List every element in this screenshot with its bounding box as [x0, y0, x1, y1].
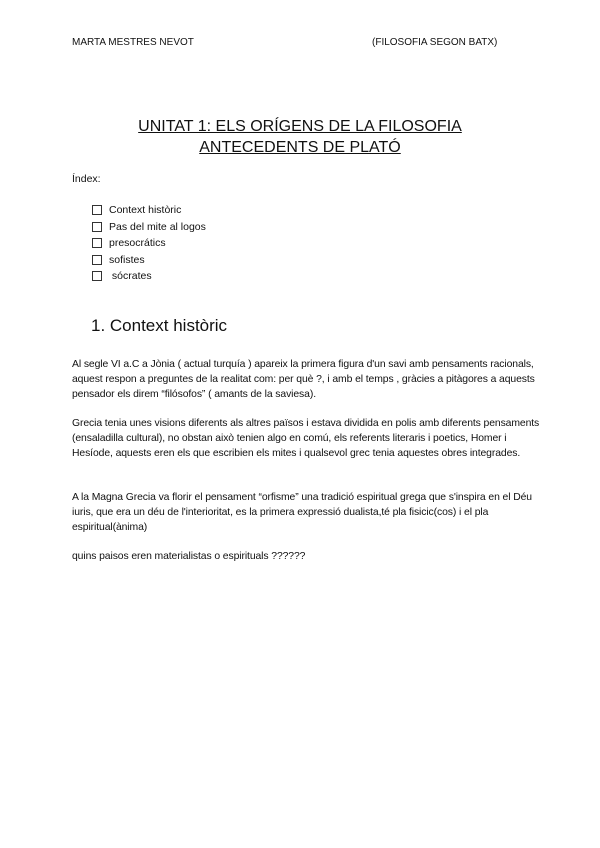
- paragraph: quins paisos eren materialistas o espirituals ??????: [72, 551, 306, 562]
- section-heading: 1. Context històric: [91, 316, 228, 335]
- checkbox-icon[interactable]: [92, 271, 102, 281]
- index-item-label: sócrates: [109, 270, 152, 283]
- paragraph: Al segle VI a.C a Jònia ( actual turquía ) apareix la primera figura d'un savi amb pensaments racionals, aquest respon a preguntes de la realitat com: per què ?, i amb el temps , gràcies a pitàgores a aquests pensador els direm “filósofos” ( amants de la saviesa).: [72, 359, 535, 400]
- index-list: [92, 202, 206, 285]
- index-label: Índex:: [72, 173, 101, 185]
- checkbox-icon[interactable]: [92, 222, 102, 232]
- index-item-label: presocrátics: [109, 237, 166, 250]
- index-item-label: Pas del mite al logos: [109, 220, 206, 233]
- checkbox-icon[interactable]: [92, 255, 102, 265]
- checkbox-icon[interactable]: [92, 205, 102, 215]
- index-item-label: sofistes: [109, 253, 145, 266]
- title-line-1: UNITAT 1: ELS ORÍGENS DE LA FILOSOFIA: [138, 118, 462, 135]
- index-item-label: Context històric: [109, 204, 182, 217]
- header-course: (FILOSOFIA SEGON BATX): [372, 37, 498, 48]
- index-item: [92, 219, 206, 236]
- index-item: [92, 202, 206, 219]
- index-item: [92, 252, 206, 269]
- paragraph: A la Magna Grecia va florir el pensament “orfisme” una tradició espiritual grega que s'inspira en el Déu iuris, que era un déu de l'interioritat, es la primera expressió dualista,té pla fisicic(cos) i el pla espiritual(ànima): [72, 492, 532, 533]
- header-author: MARTA MESTRES NEVOT: [72, 37, 194, 48]
- paragraph: Grecia tenia unes visions diferents als altres països i estava dividida en polis amb diferents pensaments (ensaladilla cultural), no obstan això tenien algo en comú, els referents literaris i poetics, Homer i Hesíode, aquests eren els que escribien els mites i qualsevol grec tenia aquestes obres integrades.: [72, 418, 540, 459]
- checkbox-icon[interactable]: [92, 238, 102, 248]
- title-line-2: ANTECEDENTS DE PLATÓ: [199, 139, 401, 156]
- index-item: [92, 235, 206, 252]
- document-title: [0, 116, 600, 158]
- index-item: [92, 268, 206, 285]
